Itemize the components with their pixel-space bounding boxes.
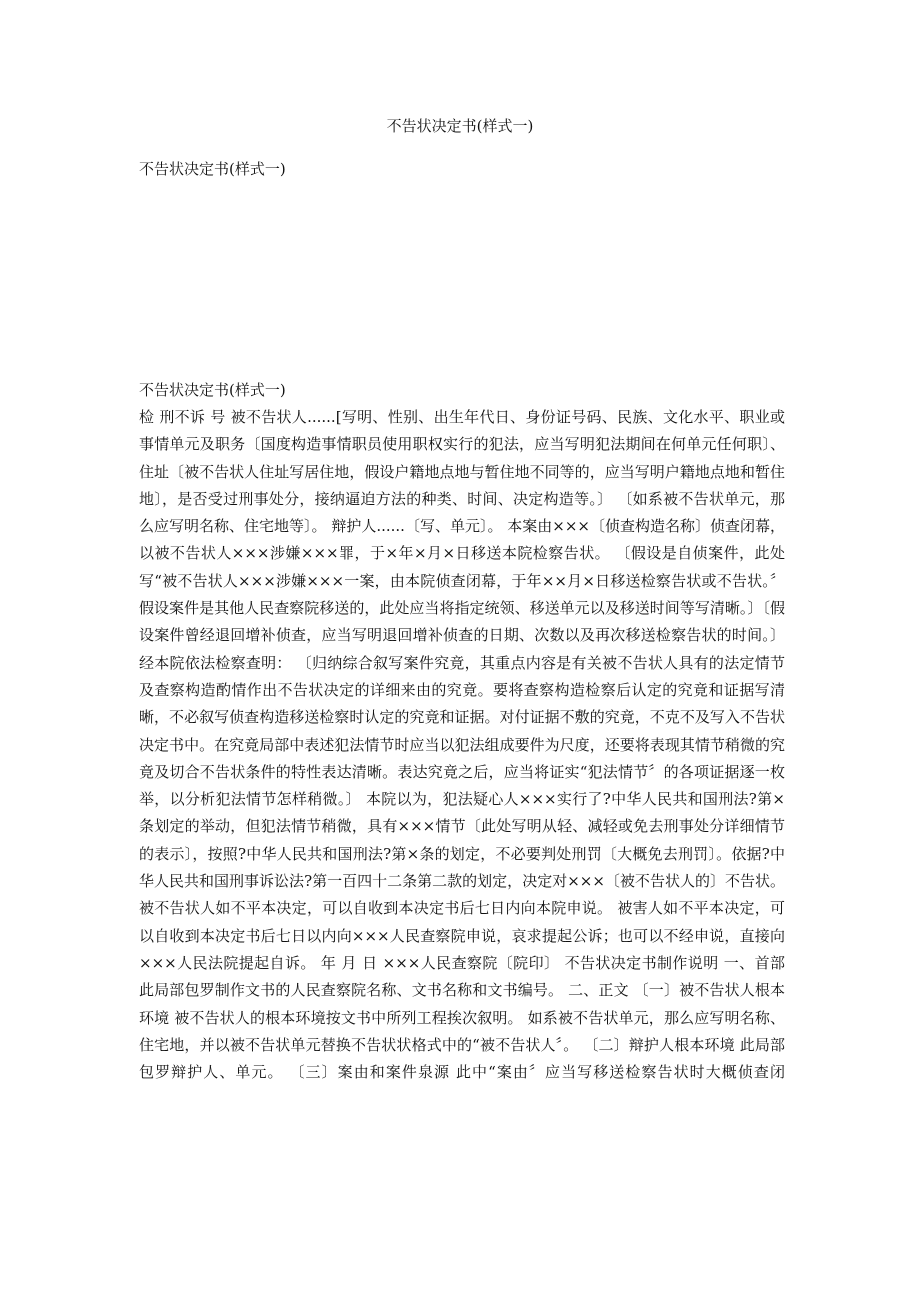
document-title: 不告状决定书(样式一): [386, 117, 534, 135]
document-body-text: 检 刑不诉 号 被不告状人......[写明、性别、出生年代日、身份证号码、民族、文化水平、职业或事情单元及职务〔国度构造事情职员使用职权实行的犯法，应当写明犯法期间在何单元任何职〕、住址〔被不告状人住址写居住地，假设户籍地点地与暂住地不同等的，应当写明户籍地点地和暂住地〕，是否受过刑事处分，接纳逼迫方法的种类、时间、决定构造等。〕 〔如系被不告状单元，那么应写明名称、住宅地等〕。 辩护人......〔写、单元〕。 本案由×××〔侦查构造名称〕侦查闭幕，以被不告状人×××涉嫌×××罪，于×年×月×日移送本院检察告状。 〔假设是自侦案件，此处写“被不告状人×××涉嫌×××一案，由本院侦查闭幕，于年××月×日移送检察告状或不告状。〞假设案件是其他人民查察院移送的，此处应当将指定统领、移送单元以及移送时间等写清晰。〕〔假设案件曾经退回增补侦查，应当写明退回增补侦查的日期、次数以及再次移送检察告状的时间。〕 经本院依法检察查明： 〔归纳综合叙写案件究竟，其重点内容是有关被不告状人具有的法定情节及查察构造酌情作出不告状决定的详细来由的究竟。要将查察构造检察后认定的究竟和证据写清晰，不必叙写侦查构造移送检察时认定的究竟和证据。对付证据不敷的究竟，不克不及写入不告状决定书中。在究竟局部中表述犯法情节时应当以犯法组成要件为尺度，还要将表现其情节稍微的究竟及切合不告状条件的特性表达清晰。表达究竟之后，应当将证实“犯法情节〞的各项证据逐一枚举，以分析犯法情节怎样稍微。〕 本院以为，犯法疑心人×××实行了?中华人民共和国刑法?第×条划定的举动，但犯法情节稍微，具有×××情节〔此处写明从轻、减轻或免去刑事处分详细情节的表示〕，按照?中华人民共和国刑法?第×条的划定，不必要判处刑罚〔大概免去刑罚〕。依据?中华人民共和国刑事诉讼法?第一百四十二条第二款的划定，决定对×××〔被不告状人的〕不告状。 被不告状人如不平本决定，可以自收到本决定书后七日内向本院申说。 被害人如不平本决定，可以自收到本决定书后七日以内向×××人民查察院申说，哀求提起公诉；也可以不经申说，直接向×××人民法院提起自诉。 年 月 日 ×××人民查察院〔院印〕 不告状决定书制作说明 一、首部 此局部包罗制作文书的人民查察院名称、文书名称和文书编号。 二、正文 〔一〕被不告状人根本环境 被不告状人的根本环境按文书中所列工程挨次叙明。 如系被不告状单元，那么应写明名称、住宅地，并以被不告状单元替换不告状状格式中的“被不告状人〞。 〔二〕辩护人根本环境 此局部包罗辩护人、单元。 〔三〕案由和案件泉源 此中“案由〞应当写移送检察告状时大概侦查闭: [139, 408, 785, 1082]
document-heading: 不告状决定书(样式一): [139, 160, 286, 178]
document-body-heading: 不告状决定书(样式一): [139, 381, 286, 399]
